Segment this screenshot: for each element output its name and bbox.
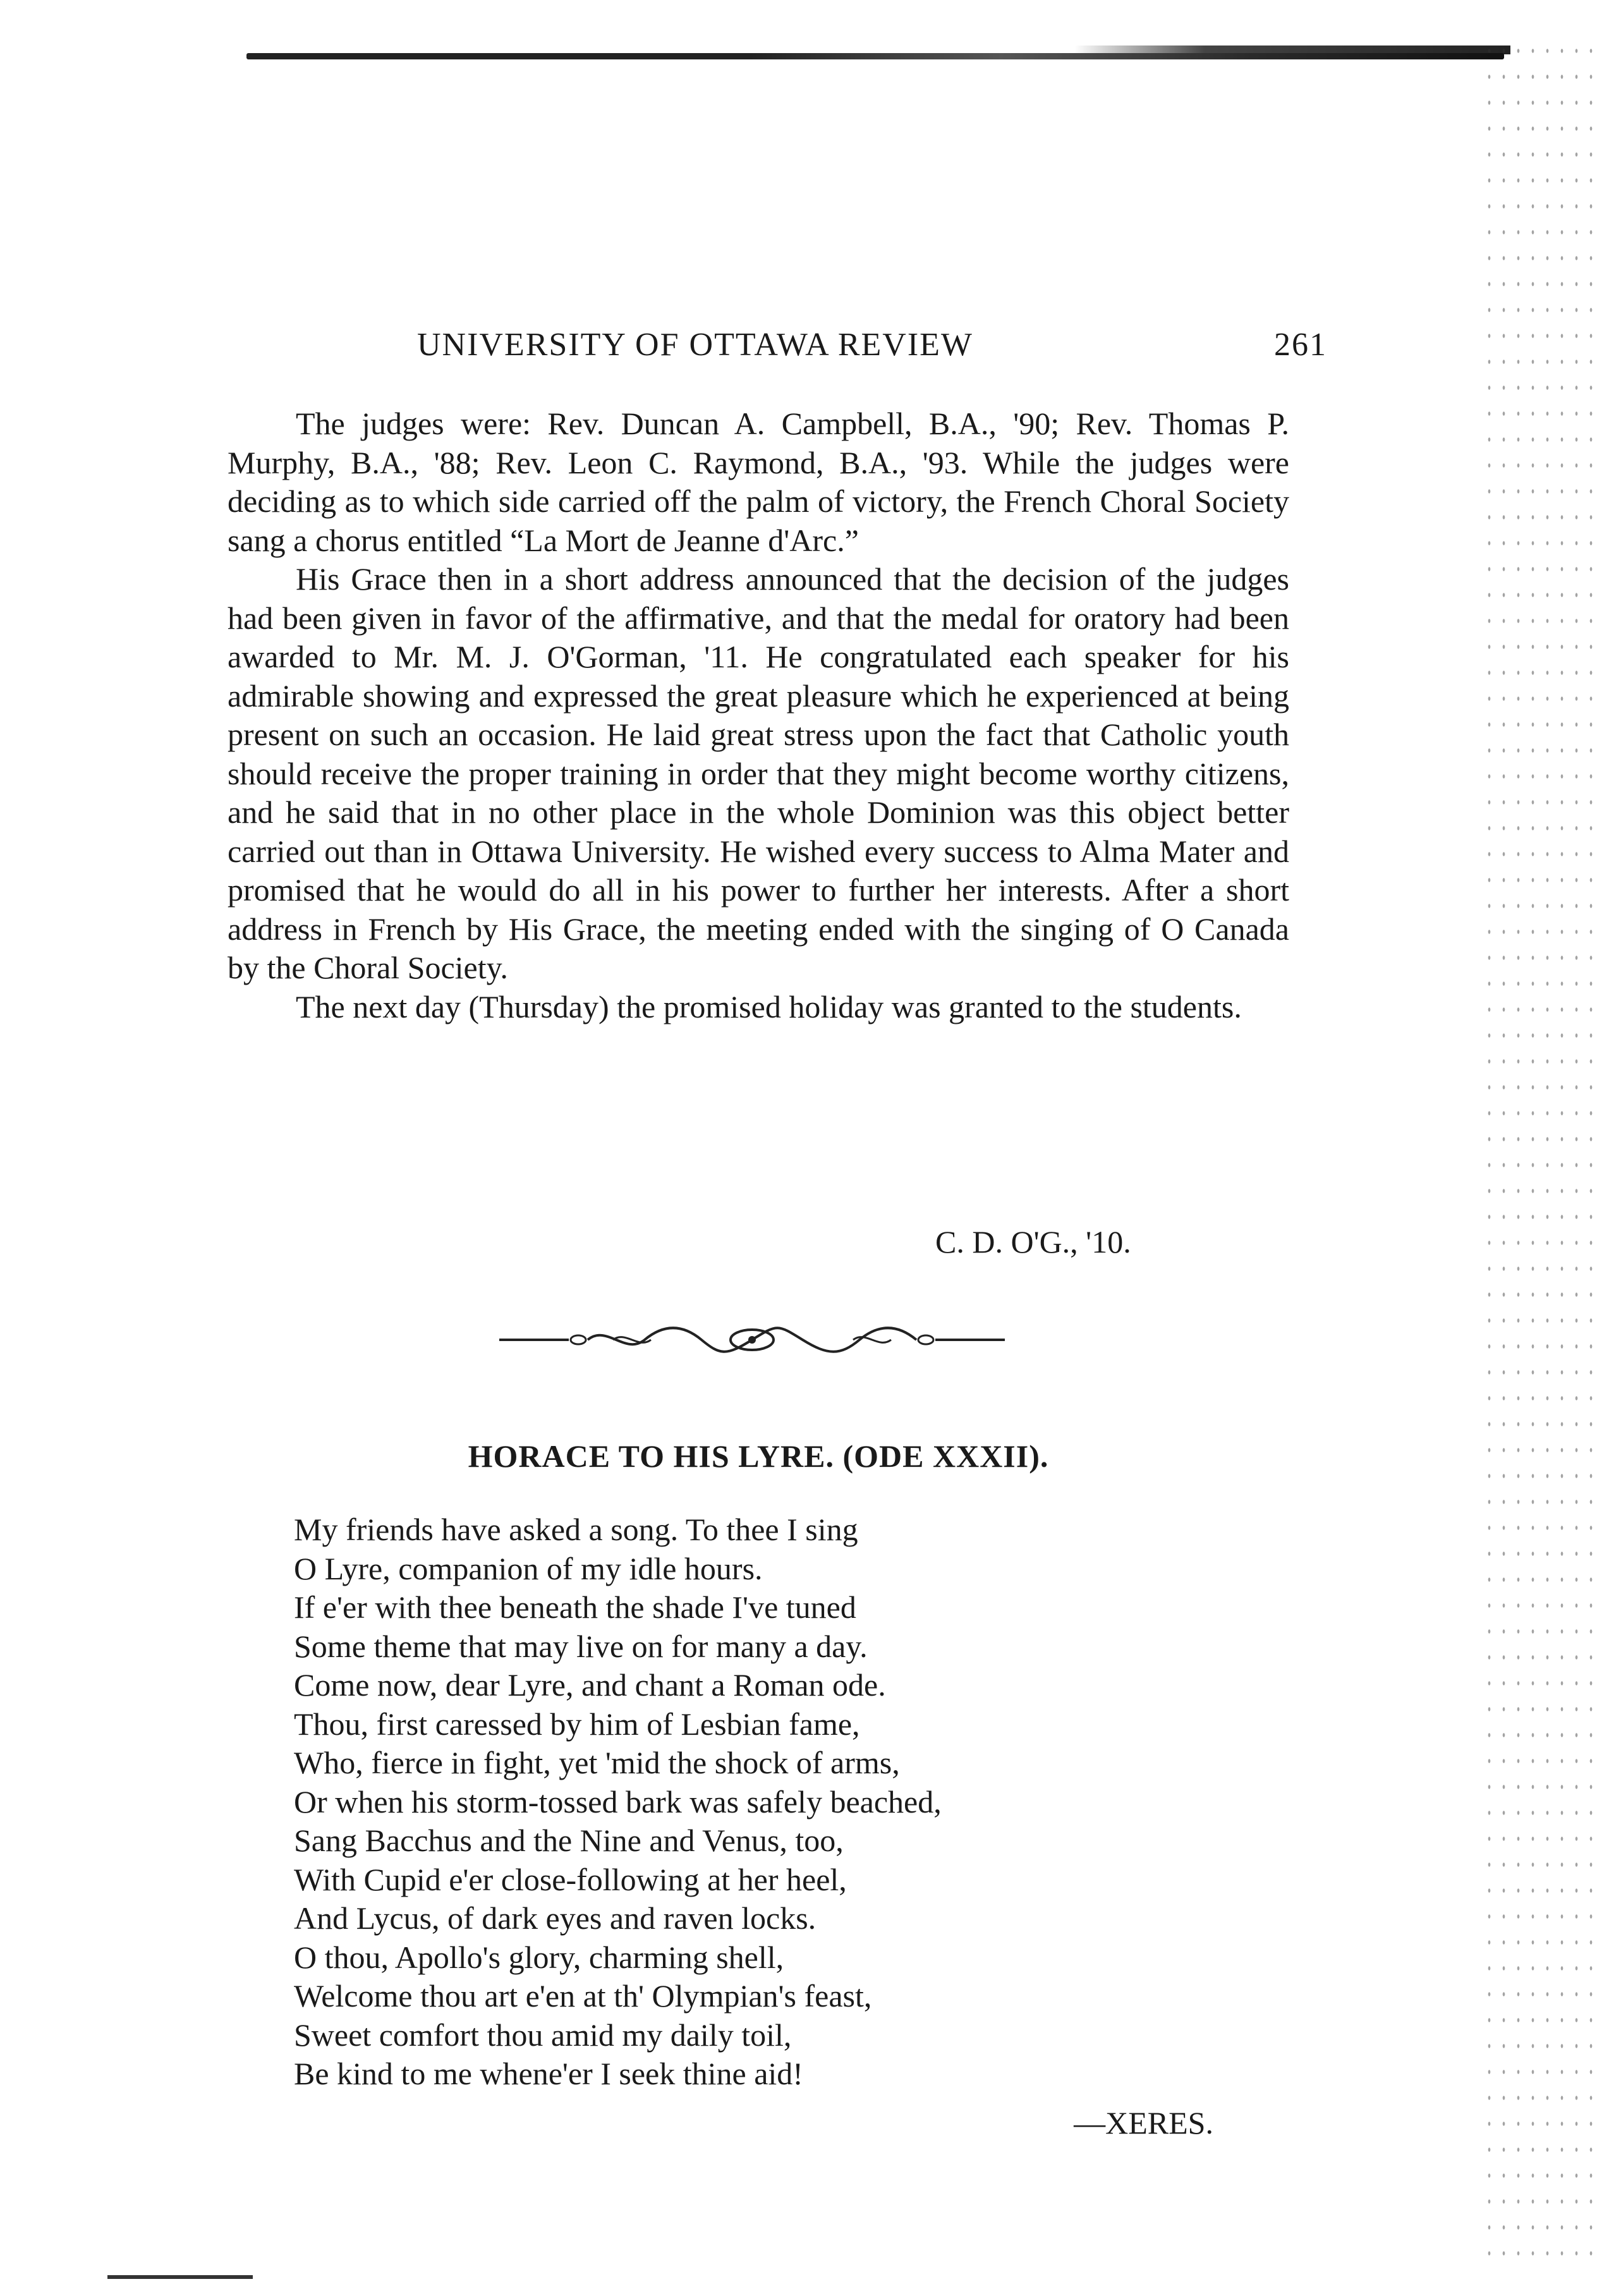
page-number: 261	[1274, 327, 1327, 363]
edge-speckle	[1482, 38, 1596, 2275]
poem-author: —XERES.	[1074, 2105, 1213, 2141]
poem-line: Come now, dear Lyre, and chant a Roman ode.	[294, 1667, 886, 1703]
paragraph: His Grace then in a short address announced that the decision of the judges had been given in favor of the affirmative, and that the medal for oratory had been awarded to Mr. M. J. O'Gorman, '11. He congratulated each speaker for his admirable showing and expressed the great pleasure which he experienced at being present on such an occasion. He laid great stress upon the fact that Catholic youth should receive the proper training in order that they might become worthy citizens, and he said that in no other place in the whole Dominion was this object better carried out than in Ottawa University. He wished every success to Alma Mater and promised that he would do all in his power to further her interests. After a short address in French by His Grace, the meeting ended with the singing of O Canada by the Choral Society.	[228, 561, 1289, 985]
poem-line: Sweet comfort thou amid my daily toil,	[294, 2017, 792, 2053]
poem-line: And Lycus, of dark eyes and raven locks.	[294, 1900, 817, 1936]
poem-line: Sang Bacchus and the Nine and Venus, too,	[294, 1823, 844, 1858]
article-signature: C. D. O'G., '10.	[935, 1224, 1131, 1260]
article-text	[228, 404, 1289, 1026]
poem-line: O Lyre, companion of my idle hours.	[294, 1550, 763, 1586]
poem-line: Be kind to me whene'er I seek thine aid!	[294, 2056, 803, 2091]
poem-line: Who, fierce in fight, yet 'mid the shock of arms,	[294, 1745, 900, 1780]
paragraph: The judges were: Rev. Duncan A. Campbell, B.A., '90; Rev. Thomas P. Murphy, B.A., '88; Rev. Leon C. Raymond, B.A., '93. While the judges were deciding as to which side carried off the palm of victory, the French Choral Society sang a chorus entitled “La Mort de Jeanne d'Arc.”	[228, 406, 1289, 558]
ornamental-divider	[499, 1321, 1005, 1359]
poem-line: My friends have asked a song. To thee I sing	[294, 1512, 858, 1547]
paragraph: The next day (Thursday) the promised holiday was granted to the students.	[296, 988, 1242, 1024]
poem-line: Thou, first caressed by him of Lesbian fame,	[294, 1706, 860, 1742]
poem-line: O thou, Apollo's glory, charming shell,	[294, 1939, 784, 1975]
poem-title: HORACE TO HIS LYRE. (ODE XXXII).	[468, 1438, 1049, 1474]
top-rule	[246, 53, 1504, 59]
running-header	[417, 326, 1327, 370]
poem-line: Some theme that may live on for many a day.	[294, 1628, 868, 1664]
poem-line: Or when his storm-tossed bark was safely beached,	[294, 1783, 942, 1819]
journal-title: UNIVERSITY OF OTTAWA REVIEW	[417, 327, 973, 363]
poem-line: With Cupid e'er close-following at her heel,	[294, 1861, 847, 1897]
poem-body	[294, 1510, 1305, 2094]
bottom-scan-mark	[107, 2275, 253, 2279]
poem-line: Welcome thou art e'en at th' Olympian's feast,	[294, 1978, 872, 2014]
poem-line: If e'er with thee beneath the shade I've tuned	[294, 1589, 856, 1625]
